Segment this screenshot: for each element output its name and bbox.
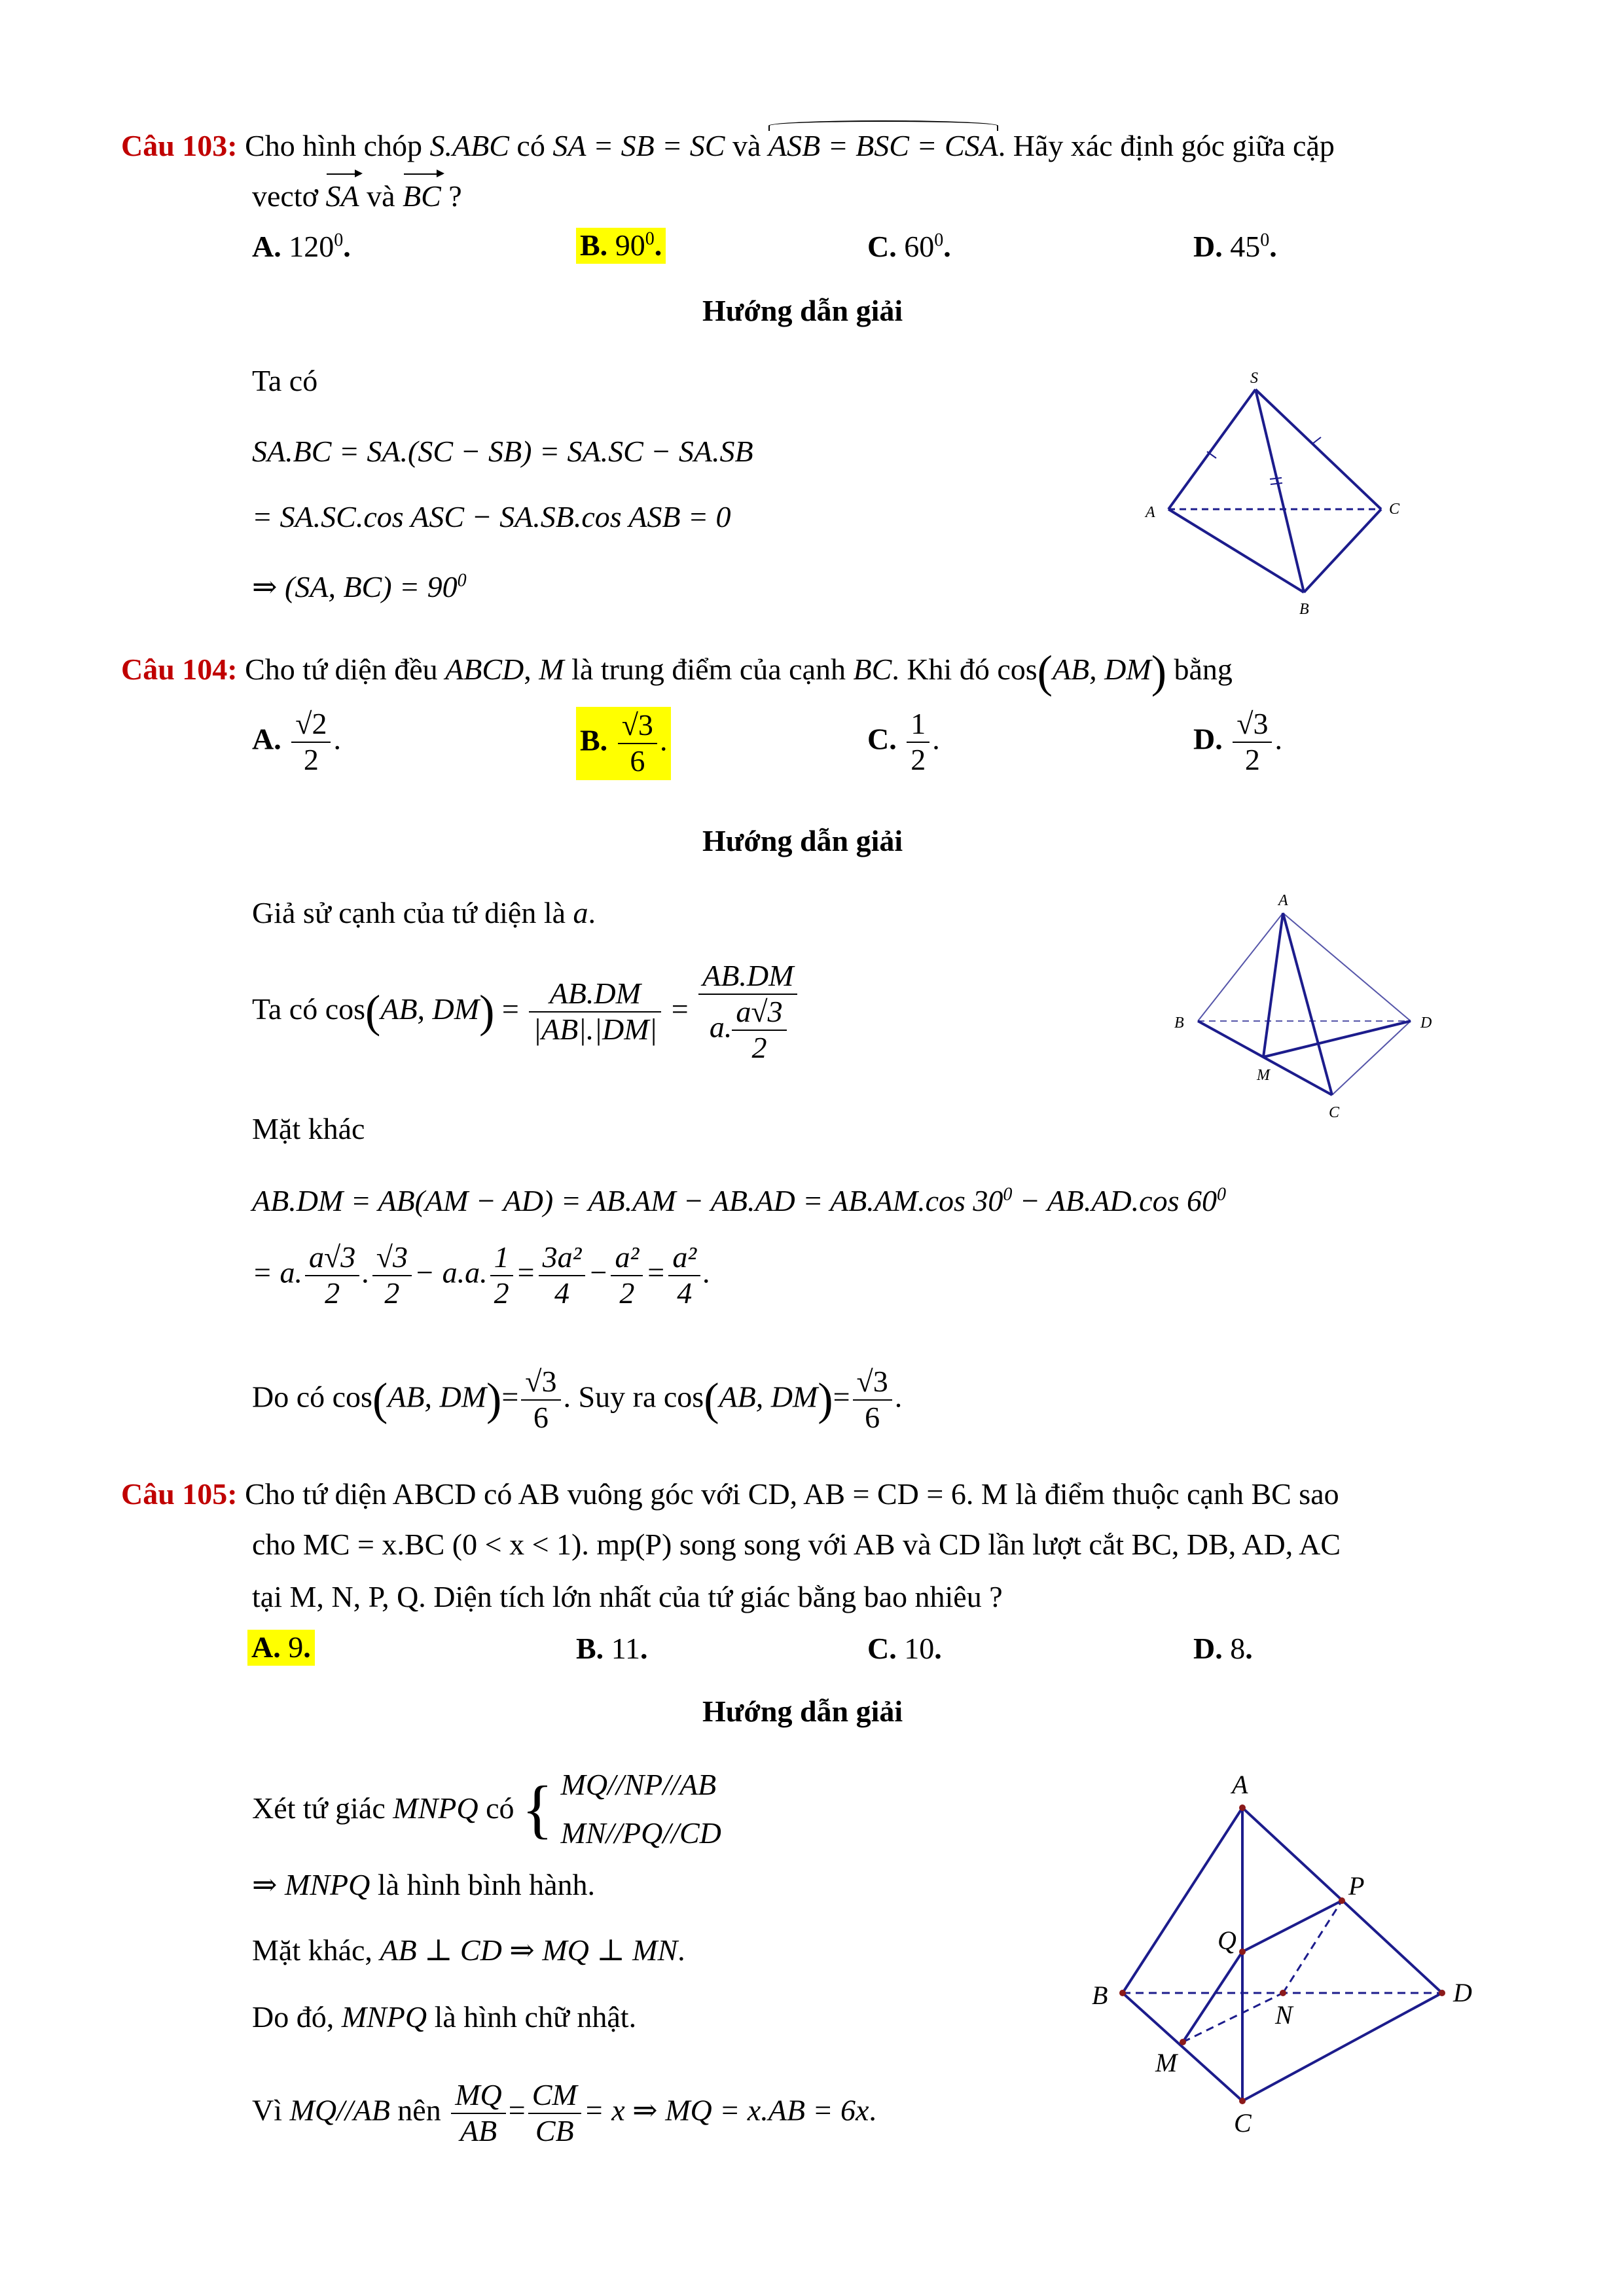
edge-sb	[1255, 389, 1304, 592]
q104-sol-2a: Ta có cos	[252, 992, 366, 1026]
q103-option-a[interactable]	[252, 230, 351, 264]
q104-sol-2c-num: AB.DM	[529, 977, 661, 1013]
q105-line1	[121, 1478, 1339, 1511]
option-value: 11	[611, 1632, 640, 1665]
frac-num: √3	[521, 1365, 560, 1401]
option-num: √3	[618, 708, 657, 744]
q104-sol-4-text: AB.DM = AB(AM − AD) = AB.AM − AB.AD = AB.AM.cos 30	[252, 1184, 1003, 1217]
q104-text-g: . Khi đó cos	[892, 653, 1038, 686]
fig105-label-b: B	[1092, 1981, 1108, 2010]
q105-sol-1e: MN//PQ//CD	[560, 1816, 721, 1850]
q105-line2: cho MC = x.BC (0 < x < 1). mp(P) song song với AB và CD lần lượt cắt BC, DB, AD, AC	[252, 1528, 1341, 1561]
q104-text-e: là trung điểm của cạnh	[571, 653, 846, 686]
option-tail: .	[640, 1632, 648, 1665]
q105-sol-5-eq: =	[508, 2093, 526, 2127]
option-letter: D.	[1193, 1632, 1223, 1665]
option-tail: .	[943, 230, 951, 263]
q104-sol-6-e: AB, DM	[719, 1380, 818, 1414]
fig104-label-m: M	[1257, 1067, 1270, 1084]
q104-sol-2b: AB, DM	[380, 992, 480, 1026]
q103-text-b: S.ABC	[429, 129, 509, 162]
q103-line2-b: và	[367, 179, 395, 213]
option-den: 2	[911, 742, 926, 776]
option-letter: D.	[1193, 230, 1223, 263]
option-letter: C.	[867, 1632, 897, 1665]
q103-text-a: Cho hình chóp	[245, 129, 423, 162]
edge-ac	[1283, 913, 1332, 1095]
q104-sol-6-a: Do có cos	[252, 1380, 372, 1414]
fig105-label-q: Q	[1218, 1926, 1236, 1955]
q105-sol-5c: nên	[397, 2093, 441, 2127]
option-letter: A.	[252, 722, 281, 756]
frac-den: AB	[460, 2113, 497, 2147]
q103-pyramid-figure	[1139, 367, 1414, 615]
fig105-label-c: C	[1234, 2108, 1252, 2138]
option-num: √2	[291, 707, 331, 743]
frac-num: MQ	[451, 2078, 506, 2114]
option-den: 2	[1244, 742, 1260, 776]
q105-sol-1d: MQ//NP//AB	[560, 1768, 717, 1801]
fig105-label-m: M	[1155, 2048, 1178, 2077]
q104-option-d[interactable]	[1193, 707, 1282, 778]
option-den: 2	[303, 742, 319, 776]
q104-sol-1	[252, 897, 596, 930]
q104-text-h: AB, DM	[1052, 653, 1151, 686]
q104-sol-2: Ta có cos(AB, DM) = $\frac{AB.DM}{|AB|.|DM|}$ = AB.DM a. $\frac{a√3}{2}$	[252, 959, 800, 1066]
q104-sol-4	[252, 1185, 1226, 1218]
q104-sol-2d-den-a: a.	[709, 1010, 732, 1044]
q105-sol-2	[252, 1869, 595, 1902]
q104-text-i: bằng	[1174, 653, 1233, 686]
frac-num: √3	[853, 1365, 892, 1401]
option-letter: C.	[867, 722, 897, 756]
q105-line3: tại M, N, P, Q. Diện tích lớn nhất của tứ giác bằng bao nhiêu ?	[252, 1580, 1003, 1613]
option-tail: .	[1269, 230, 1277, 263]
fig103-label-a: A	[1146, 504, 1155, 521]
q105-tetra-figure	[1060, 1761, 1506, 2140]
option-value: 9	[288, 1630, 304, 1664]
frac-den: 4	[554, 1276, 570, 1310]
q103-angles: ASB = BSC = CSA	[768, 129, 998, 162]
option-tail: .	[654, 228, 662, 262]
q104-sol-1b: a	[573, 896, 588, 929]
option-tail: .	[303, 1630, 311, 1664]
q105-sol-4b: MNPQ	[341, 2000, 427, 2034]
q104-option-c[interactable]	[867, 707, 940, 778]
fig103-label-c: C	[1389, 501, 1400, 518]
q105-sol-1c: có	[486, 1791, 514, 1825]
frac-den: 6	[865, 1400, 880, 1434]
q104-sol-2d-den-num: a√3	[732, 995, 786, 1031]
q105-sol-3b: AB ⊥ CD ⇒ MQ ⊥ MN	[380, 1933, 678, 1967]
q104-sol-6: Do có cos(AB, DM)= $\frac{√3}{6}$ . Suy ra cos(AB, DM)= $\frac{√3}{6}$ .	[252, 1365, 903, 1434]
q104-sol-1a: Giả sử cạnh của tứ diện là	[252, 896, 566, 929]
option-num: 1	[907, 707, 929, 743]
q103-line2-c: ?	[448, 179, 462, 213]
q103-option-b[interactable]	[576, 228, 666, 264]
option-den: 6	[630, 744, 645, 778]
frac-num: a√3	[305, 1240, 359, 1276]
q104-sol-6-f: =	[833, 1380, 850, 1414]
frac-den: 2	[384, 1276, 400, 1310]
option-tail: .	[932, 722, 940, 756]
q104-sol-4-tail: − AB.AD.cos 60	[1012, 1184, 1217, 1217]
q105-option-c[interactable]	[867, 1632, 942, 1666]
q104-text-a: Cho tứ diện đều	[245, 653, 438, 686]
frac-den: 2	[325, 1276, 340, 1310]
edge-dc	[1332, 1021, 1411, 1095]
option-value: 8	[1230, 1632, 1246, 1665]
q103-vec-sa: SA	[325, 179, 359, 213]
edge-cd	[1242, 1993, 1442, 2101]
q105-option-d[interactable]	[1193, 1632, 1253, 1666]
q105-sol-2b: là hình bình hành.	[377, 1868, 596, 1901]
q105-option-a[interactable]	[247, 1630, 315, 1666]
q104-sol-6-c: =	[501, 1380, 519, 1414]
option-letter: B.	[580, 228, 608, 262]
option-letter: D.	[1193, 722, 1223, 756]
edge-ab	[1168, 509, 1304, 592]
q105-guide-title: Hướng dẫn giải	[702, 1695, 903, 1728]
q105-sol-1: Xét tứ giác MNPQ có { MQ//NP//AB MN//PQ//CD	[252, 1768, 721, 1850]
q104-text-b: ABCD	[445, 653, 524, 686]
option-exp: 0	[334, 230, 344, 251]
fig105-label-d: D	[1453, 1978, 1472, 2007]
option-tail: .	[343, 230, 351, 263]
q105-sol-1b: MNPQ	[393, 1791, 478, 1825]
frac-den: 4	[677, 1276, 693, 1310]
edge-bc	[1123, 1993, 1242, 2101]
q104-sol-3: Mặt khác	[252, 1112, 365, 1145]
option-exp: 0	[645, 228, 655, 249]
q105-sol-3c: .	[677, 1933, 685, 1967]
edge-bc	[1304, 509, 1381, 592]
q104-sol-5	[252, 1240, 711, 1311]
q105-label: Câu 105:	[121, 1477, 238, 1511]
q104-sol-5-end: .	[703, 1255, 711, 1289]
q104-line1: Câu 104: Cho tứ diện đều ABCD, M là trung điểm của cạnh BC. Khi đó cos(AB, DM) bằng	[121, 647, 1233, 698]
option-value: 45	[1230, 230, 1261, 263]
q104-sol-2d-den-den: 2	[751, 1030, 767, 1064]
q103-sol-4-exp: 0	[457, 570, 467, 591]
seg-qp	[1242, 1901, 1342, 1952]
option-letter: A.	[251, 1630, 281, 1664]
fig104-label-b: B	[1174, 1014, 1184, 1031]
option-letter: B.	[576, 1632, 604, 1665]
q104-option-a[interactable]	[252, 707, 341, 778]
frac-num: CM	[528, 2078, 581, 2114]
q105-sol-4a: Do đó,	[252, 2000, 334, 2034]
q103-option-d[interactable]	[1193, 230, 1277, 264]
frac-num: 1	[490, 1240, 513, 1276]
q104-sol-4-exp1: 0	[1003, 1184, 1013, 1205]
q103-text-d: SA = SB = SC	[552, 129, 725, 162]
q105-sol-1a: Xét tứ giác	[252, 1791, 386, 1825]
q105-sol-2a: ⇒ MNPQ	[252, 1868, 370, 1901]
option-value: 10	[904, 1632, 935, 1665]
q105-option-b[interactable]	[576, 1632, 647, 1666]
q105-line1-text: Cho tứ diện ABCD có AB vuông góc với CD, AB = CD = 6. M là điểm thuộc cạnh BC sao	[245, 1477, 1339, 1511]
q105-sol-5	[252, 2078, 876, 2149]
q104-sol-5-eq2: =	[645, 1255, 666, 1289]
q104-text-d: M	[539, 653, 564, 686]
frac-num: √3	[372, 1240, 412, 1276]
q105-sol-5a: Vì	[252, 2093, 282, 2127]
q104-sol-6-b: AB, DM	[388, 1380, 487, 1414]
frac-num: a²	[611, 1240, 643, 1276]
option-value: 90	[615, 228, 645, 262]
option-letter: A.	[252, 230, 281, 263]
q104-sol-5-lead: = a.	[252, 1255, 303, 1289]
q104-sol-4-exp2: 0	[1216, 1184, 1226, 1205]
q103-text-c: có	[516, 129, 545, 162]
q105-sol-4	[252, 2001, 636, 2034]
fig104-label-c: C	[1329, 1104, 1340, 1121]
q103-sol-3: = SA.SC.cos ASC − SA.SB.cos ASB = 0	[252, 500, 731, 533]
frac-den: 2	[494, 1276, 509, 1310]
fig104-label-d: D	[1420, 1014, 1432, 1031]
edge-sc	[1255, 389, 1381, 509]
q103-sol-4-text: ⇒ (SA, BC) = 90	[252, 570, 458, 603]
option-tail: .	[934, 1632, 942, 1665]
q104-sol-6-h: .	[894, 1380, 903, 1414]
q104-sol-5-mid: − a.a.	[414, 1255, 488, 1289]
frac-den: 2	[619, 1276, 635, 1310]
q105-sol-5-tail: = x ⇒ MQ = x.AB = 6x	[583, 2093, 869, 2127]
q104-label: Câu 104:	[121, 653, 238, 686]
option-tail: .	[659, 723, 668, 757]
option-value: 120	[289, 230, 334, 263]
q104-sol-5-minus: −	[588, 1255, 609, 1289]
q104-tetra-figure	[1165, 887, 1440, 1129]
option-tail: .	[1274, 722, 1282, 756]
fig103-label-b: B	[1299, 601, 1309, 615]
option-value: 60	[904, 230, 935, 263]
q104-sol-1c: .	[588, 896, 596, 929]
q103-line2	[252, 180, 462, 213]
frac-den: CB	[535, 2113, 574, 2147]
option-tail: .	[1245, 1632, 1253, 1665]
edge-sa	[1168, 389, 1255, 509]
frac-num: a²	[668, 1240, 700, 1276]
edge-md	[1263, 1021, 1411, 1057]
fig105-label-p: P	[1348, 1871, 1365, 1901]
option-letter: B.	[580, 723, 608, 757]
q103-label: Câu 103:	[121, 129, 238, 162]
q104-guide-title: Hướng dẫn giải	[702, 824, 903, 857]
q103-sol-2: SA.BC = SA.(SC − SB) = SA.SC − SA.SB	[252, 435, 753, 468]
q103-guide-title: Hướng dẫn giải	[702, 294, 903, 327]
edge-ab	[1123, 1808, 1242, 1993]
q105-sol-3	[252, 1934, 685, 1967]
q103-option-c[interactable]	[867, 230, 951, 264]
q103-text-g: . Hãy xác định góc giữa cặp	[998, 129, 1335, 162]
fig105-label-n: N	[1275, 2000, 1293, 2030]
q104-option-b[interactable]	[576, 707, 671, 780]
option-tail: .	[333, 722, 341, 756]
q103-sol-1: Ta có	[252, 364, 318, 397]
edge-bc	[1198, 1021, 1332, 1095]
q105-sol-5-end: .	[869, 2093, 876, 2127]
option-exp: 0	[1260, 230, 1270, 251]
q104-sol-2c-den: |AB|.|DM|	[533, 1013, 658, 1047]
option-exp: 0	[934, 230, 944, 251]
q105-sol-4c: là hình chữ nhật.	[434, 2000, 637, 2034]
q104-text-f: BC	[853, 653, 892, 686]
q104-sol-2d-num: AB.DM	[698, 959, 797, 995]
q103-line2-a: vectơ	[252, 179, 318, 213]
q104-sol-5-eq: =	[515, 1255, 536, 1289]
q104-sol-6-d: . Suy ra cos	[563, 1380, 704, 1414]
q103-vec-bc: BC	[402, 179, 441, 213]
q103-text-e: và	[732, 129, 761, 162]
q103-sol-4	[252, 571, 467, 604]
frac-num: 3a²	[539, 1240, 586, 1276]
q105-sol-5b: MQ//AB	[289, 2093, 390, 2127]
q103-line1	[121, 130, 1335, 163]
option-num: √3	[1233, 707, 1272, 743]
fig104-label-a: A	[1278, 892, 1288, 909]
option-letter: C.	[867, 230, 897, 263]
fig105-label-a: A	[1232, 1770, 1248, 1799]
fig103-label-s: S	[1250, 370, 1258, 387]
edge-ad	[1283, 913, 1411, 1021]
frac-den: 6	[533, 1400, 549, 1434]
q104-text-c: ,	[524, 653, 532, 686]
q105-sol-3a: Mặt khác,	[252, 1933, 372, 1967]
q104-sol-5-dot: .	[362, 1255, 370, 1289]
